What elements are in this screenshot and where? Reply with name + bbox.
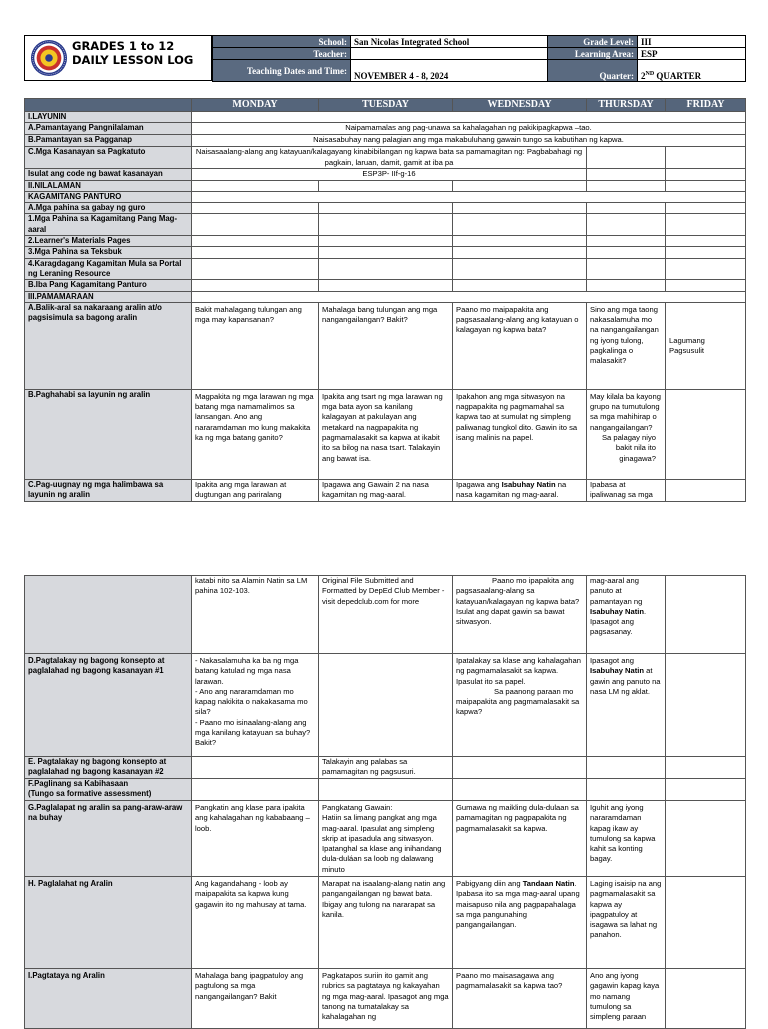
row-label: 1.Mga Pahina sa Kagamitang Pang Mag-aaral — [25, 214, 192, 236]
empty-cell — [587, 280, 666, 291]
table-row — [25, 757, 746, 779]
row-label-continued — [25, 576, 192, 654]
table-row — [25, 191, 746, 202]
paghahabi-monday: Magpakita ng mga larawan ng mga batang mga namamalimos sa lansangan. Ano ang nararamdaman mo kung makakita ka ng mga batang ganito? — [192, 389, 319, 479]
e-tuesday: Talakayin ang palabas sa pamamagitan ng pagsusuri. — [319, 757, 453, 779]
g-tuesday: Pangkatang Gawain: Hatiin sa limang pangkat ang mga mag-aaral. Ipasulat ang simpleng skrip at ipasadula ang sitwasyon. Ipatanghal sa klase ang inihandang dula-duláan sa loob ng dalawang minuto — [319, 801, 453, 877]
text-run: Pabigyang diin ang — [456, 879, 523, 888]
lesson-log-table-page1 — [24, 98, 746, 502]
empty-cell — [666, 779, 746, 801]
empty-cell — [319, 236, 453, 247]
empty-cell — [666, 203, 746, 214]
text-run: Ipagawa ang — [456, 479, 502, 489]
row-label: E. Pagtalakay ng bagong konsepto at paglalahad ng bagong kasanayan #2 — [25, 757, 192, 779]
title-line-1: GRADES 1 to 12 — [72, 39, 175, 53]
school-label: School: — [213, 36, 351, 48]
empty-cell — [453, 247, 587, 258]
lesson-log-table-page2 — [24, 575, 746, 1029]
empty-cell — [587, 147, 666, 169]
table-row — [25, 214, 746, 236]
day-monday: MONDAY — [192, 99, 319, 112]
isabuhay-natin-bold: Isabuhay Natin — [590, 606, 645, 616]
empty-cell — [587, 180, 666, 191]
table-row — [25, 247, 746, 258]
header — [24, 35, 745, 82]
h-tuesday: Marapat na isaalang-alang natin ang pangangailangan ng bawat bata. Ibigay ang tulong na nararapat sa kanila. — [319, 877, 453, 969]
table-row — [25, 258, 746, 280]
row-label: D.Pagtalakay ng bagong konsepto at paglalahad ng bagong kasanayan #1 — [25, 654, 192, 757]
empty-cell — [666, 969, 746, 1029]
table-row — [25, 135, 746, 147]
balik-aral-thursday: Sino ang mga taong nakasalamuha mo na nangangailangan ng iyong tulong, pagkalinga o malasakit? — [587, 302, 666, 389]
empty-cell — [453, 258, 587, 280]
table-row — [25, 576, 746, 654]
row-label: III.PAMAMARAAN — [25, 291, 192, 302]
row-label: G.Paglalapat ng aralin sa pang-araw-araw na buhay — [25, 801, 192, 877]
pagkatuto-text: Naisasaalang-alang ang katayuan/kalagayang kinabibilangan ng kapwa bata sa pamamagitan ng: Pagbabahagi ng pagkain, laruan, damit, gamit at iba pa — [192, 147, 587, 169]
dates-label: Teaching Dates and Time: — [213, 60, 351, 82]
row-label: C.Mga Kasanayan sa Pagkatuto — [25, 147, 192, 169]
g-thursday: Iguhit ang iyong nararamdaman kapag ikaw ay tumulong sa kapwa kahit sa konting bagay. — [587, 801, 666, 877]
empty-cell — [587, 258, 666, 280]
empty-cell — [587, 169, 666, 180]
cont-thursday — [587, 576, 666, 654]
row-label: C.Pag-uugnay ng mga halimbawa sa layunin ng aralin — [25, 479, 192, 501]
row-label: A.Pamantayang Pangnilalaman — [25, 123, 192, 135]
paghahabi-tuesday: Ipakita ang tsart ng mga larawan ng mga bata ayon sa kanilang kalagayan at pakulayan ang metakard na nagpapakita ng pagmamalasakit sa kapwa at ikabit ito sa bilog na nasa tsart. Talakayin ang bawat isa. — [319, 389, 453, 479]
d-thursday — [587, 654, 666, 757]
empty-cell — [666, 180, 746, 191]
g-monday: Pangkatin ang klase para ipakita ang kahalagahan ng kababaang –loob. — [192, 801, 319, 877]
empty-cell — [192, 236, 319, 247]
row-label: 2.Learner's Materials Pages — [25, 236, 192, 247]
empty-cell — [192, 214, 319, 236]
quarter-word: QUARTER — [654, 71, 702, 81]
empty-cell — [666, 147, 746, 169]
document-title — [72, 39, 193, 67]
row-label: A.Balik-aral sa nakaraang aralin at/o pagsisimula sa bagong aralin — [25, 302, 192, 389]
table-row — [25, 147, 746, 169]
i-wednesday: Paano mo maisasagawa ang pagmamalasakit sa kapwa tao? — [453, 969, 587, 1029]
row-label: B.Paghahabi sa layunin ng aralin — [25, 389, 192, 479]
row-label: 3.Mga Pahina sa Teksbuk — [25, 247, 192, 258]
code-text: ESP3P- IIf-g-16 — [192, 169, 587, 180]
empty-cell — [453, 203, 587, 214]
empty-cell — [319, 280, 453, 291]
dates-value: NOVEMBER 4 - 8, 2024 — [351, 60, 548, 82]
paghahabi-thursday — [587, 389, 666, 479]
table-row — [25, 203, 746, 214]
empty-cell — [192, 191, 746, 202]
text-run: na nasa kagamitan ng mag-aaral. — [456, 479, 567, 500]
empty-cell — [192, 757, 319, 779]
empty-cell — [587, 757, 666, 779]
balik-aral-tuesday: Mahalaga bang tulungan ang mga nangangailangan? Bakit? — [319, 302, 453, 389]
cont-tuesday: Original File Submitted and Formatted by DepEd Club Member - visit depedclub.com for more — [319, 576, 453, 654]
cont-monday: katabi nito sa Alamin Natin sa LM pahina 102-103. — [192, 576, 319, 654]
area-label: Learning Area: — [548, 48, 638, 60]
empty-cell — [587, 236, 666, 247]
table-row — [25, 291, 746, 302]
empty-cell — [192, 280, 319, 291]
school-value: San Nicolas Integrated School — [351, 36, 548, 48]
quarter-value — [638, 60, 746, 82]
empty-cell — [319, 247, 453, 258]
teacher-label: Teacher: — [213, 48, 351, 60]
row-label: 4.Karagdagang Kagamitan Mula sa Portal ng Leraning Resource — [25, 258, 192, 280]
g-wednesday: Gumawa ng maikling dula-dulaan sa pamamagitan ng pagpapakita ng pagmamalasakit sa kapwa. — [453, 801, 587, 877]
empty-cell — [587, 779, 666, 801]
table-row — [25, 877, 746, 969]
d-wednesday-1: Ipatalakay sa klase ang kahalagahan ng pagmamalasakit sa kapwa. Ipasulat ito sa papel. — [456, 656, 581, 686]
empty-cell — [666, 389, 746, 479]
text-run: Ipasagot ang — [590, 656, 634, 665]
isabuhay-natin-bold: Isabuhay Natin — [590, 666, 645, 676]
teacher-value — [351, 48, 548, 60]
deped-seal-icon — [30, 39, 68, 77]
table-row — [25, 112, 746, 123]
grade-value: III — [638, 36, 746, 48]
empty-cell — [666, 280, 746, 291]
paghahabi-thursday-1: May kilala ba kayong grupo na tumutulong sa mga mahihirap o nangangailangan? — [590, 391, 661, 432]
empty-cell — [319, 779, 453, 801]
empty-cell — [453, 214, 587, 236]
row-label: II.NILALAMAN — [25, 180, 192, 191]
paghahabi-thursday-2: Sa palagay niyo bakit nila ito ginagawa? — [601, 433, 656, 463]
header-info-table — [212, 35, 746, 82]
empty-cell — [666, 214, 746, 236]
table-row — [25, 236, 746, 247]
pag-uugnay-thursday: Ipabasa at ipaliwanag sa mga — [587, 479, 666, 501]
cont-wednesday: Paano mo ipapakita ang pagsasaalang-alang sa katayuan/kalagayan ng kapwa bata? Isulat ang dapat gawin sa bawat sitwasyon. — [453, 576, 587, 654]
empty-cell — [192, 258, 319, 280]
empty-cell — [319, 214, 453, 236]
row-label: H. Paglalahat ng Aralin — [25, 877, 192, 969]
row-label: I.LAYUNIN — [25, 112, 192, 123]
empty-cell — [587, 247, 666, 258]
text-run: . Ipabasa ito sa mga mag-aaral upang maisapuso nila ang pagpapahalaga sa mga pangunahing pangangailangan. — [456, 879, 580, 930]
quarter-suffix: ND — [645, 71, 655, 77]
row-label: KAGAMITANG PANTURO — [25, 191, 192, 202]
empty-cell — [319, 654, 453, 757]
text-run: mag-aaral ang panuto at pamantayan ng — [590, 576, 643, 606]
empty-cell — [666, 801, 746, 877]
day-tuesday: TUESDAY — [319, 99, 453, 112]
title-line-2: DAILY LESSON LOG — [72, 53, 194, 67]
i-tuesday: Pagkatapos suriin ito gamit ang rubrics sa pagtataya ng kakayahan ng mga mag-aaral. Ipasagot ang mga tanong na tumatalakay sa kahalagahan ng — [319, 969, 453, 1029]
row-label: I.Pagtataya ng Aralin — [25, 969, 192, 1029]
balik-aral-wednesday: Paano mo maipapakita ang pagsasaalang-alang ang katayuan o kalagayan ng kapwa bata? — [453, 302, 587, 389]
row-label: Isulat ang code ng bawat kasanayan — [25, 169, 192, 180]
empty-cell — [319, 203, 453, 214]
quarter-label: Quarter: — [548, 60, 638, 82]
empty-cell — [453, 236, 587, 247]
table-row — [25, 969, 746, 1029]
table-row — [25, 123, 746, 135]
row-label: B.Iba Pang Kagamitang Panturo — [25, 280, 192, 291]
table-row — [25, 654, 746, 757]
empty-cell — [666, 576, 746, 654]
d-wednesday — [453, 654, 587, 757]
balik-aral-friday: Lagumang Pagsusulit — [666, 302, 746, 389]
day-header-row — [25, 99, 746, 112]
paghahabi-wednesday: Ipakahon ang mga sitwasyon na nagpapakita ng pagmamahal sa kapwa tao at sumulat ng simpleng paliwanag tungkol dito. Gawin ito sa isang malinis na papel. — [453, 389, 587, 479]
empty-cell — [666, 877, 746, 969]
header-title-box — [24, 35, 212, 81]
table-row — [25, 479, 746, 501]
h-monday: Ang kagandahang - loob ay maipapakita sa kapwa kung gagawin ito ng mahusay at tama. — [192, 877, 319, 969]
empty-cell — [453, 180, 587, 191]
table-row — [25, 302, 746, 389]
corner-cell — [25, 99, 192, 112]
empty-cell — [666, 247, 746, 258]
row-label: F.Paglinang sa Kabihasaan (Tungo sa formative assessment) — [25, 779, 192, 801]
empty-cell — [319, 258, 453, 280]
empty-cell — [666, 757, 746, 779]
d-monday: - Nakasalamuha ka ba ng mga batang katulad ng mga nasa larawan. - Ano ang nararamdaman mo kapag nakikita o nakakasama mo sila? - Paano mo isinaalang-alang ang mga kanilang katayuan sa buhay? Bakit? — [192, 654, 319, 757]
empty-cell — [453, 779, 587, 801]
pag-uugnay-wednesday — [453, 479, 587, 501]
row-label: A.Mga pahina sa gabay ng guro — [25, 203, 192, 214]
pag-uugnay-tuesday: Ipagawa ang Gawain 2 na nasa kagamitan ng mag-aaral. — [319, 479, 453, 501]
quarter-number: 2 — [641, 71, 646, 81]
table-row — [25, 389, 746, 479]
i-thursday: Ano ang iyong gagawin kapag kaya mo namang tumulong sa simpleng paraan — [587, 969, 666, 1029]
empty-cell — [666, 654, 746, 757]
day-thursday: THURSDAY — [587, 99, 666, 112]
balik-aral-monday: Bakit mahalagang tulungan ang mga may kapansanan? — [192, 302, 319, 389]
h-thursday: Laging isaisip na ang pagmamalasakit sa kapwa ay ipagpatuloy at isagawa sa lahat ng panahon. — [587, 877, 666, 969]
h-wednesday — [453, 877, 587, 969]
empty-cell — [453, 280, 587, 291]
empty-cell — [666, 236, 746, 247]
pagganap-text: Naisasabuhay nang palagian ang mga makabuluhang gawain tungo sa kabutihan ng kapwa. — [192, 135, 746, 147]
table-row — [25, 779, 746, 801]
empty-cell — [666, 258, 746, 280]
text-run: . Ipasagot ang pagsasanay. — [590, 606, 647, 637]
empty-cell — [666, 169, 746, 180]
table-row — [25, 280, 746, 291]
empty-cell — [192, 247, 319, 258]
pangnilalaman-text: Naipamamalas ang pag-unawa sa kahalagahan ng pakikipagkapwa –tao. — [192, 123, 746, 135]
text-run: at gawin ang panuto na nasa LM ng aklat. — [590, 666, 661, 696]
day-wednesday: WEDNESDAY — [453, 99, 587, 112]
empty-cell — [192, 203, 319, 214]
empty-cell — [666, 479, 746, 501]
empty-cell — [453, 757, 587, 779]
tandaan-natin-bold: Tandaan Natin — [522, 879, 575, 888]
empty-cell — [319, 180, 453, 191]
empty-cell — [587, 203, 666, 214]
empty-cell — [192, 180, 319, 191]
table-row — [25, 180, 746, 191]
grade-label: Grade Level: — [548, 36, 638, 48]
empty-cell — [192, 112, 746, 123]
d-wednesday-2: Sa paanong paraan mo maipapakita ang pagmamalasakit sa kapwa? — [456, 686, 580, 717]
i-monday: Mahalaga bang ipagpatuloy ang pagtulong sa mga nangangailangan? Bakit — [192, 969, 319, 1029]
row-label: B.Pamantayan sa Pagganap — [25, 135, 192, 147]
empty-cell — [192, 291, 746, 302]
day-friday: FRIDAY — [666, 99, 746, 112]
isabuhay-natin-bold: Isabuhay Natin — [501, 479, 556, 489]
pag-uugnay-monday: Ipakita ang mga larawan at dugtungan ang pariralang — [192, 479, 319, 501]
table-row — [25, 169, 746, 180]
table-row — [25, 801, 746, 877]
empty-cell — [192, 779, 319, 801]
area-value: ESP — [638, 48, 746, 60]
empty-cell — [587, 214, 666, 236]
